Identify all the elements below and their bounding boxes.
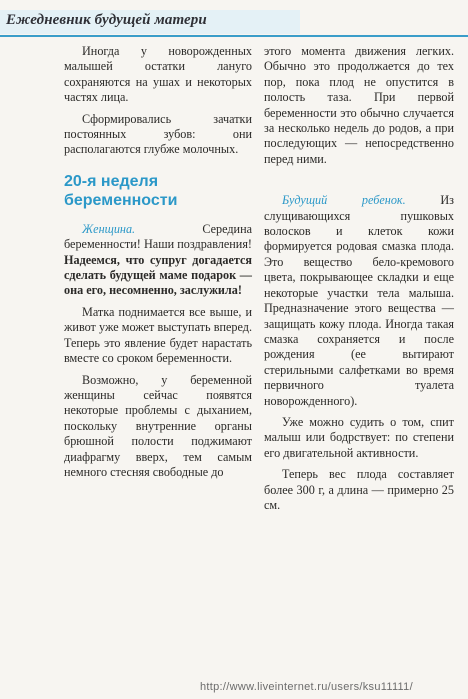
left-column [64,44,252,480]
woman-lead: Женщина. [82,221,136,236]
paragraph: Уже можно судить о том, спит малыш или бодрствует: по степени его двигательной активности. [264,414,454,460]
section-heading: 20-я неделя беременности [64,172,178,209]
woman-bold-text: Надеемся, что супруг догадается сделать будущей маме подарок — она его, несомненно, заслужила! [64,252,252,298]
page-header [0,0,468,38]
child-text: Из слущивающихся пушковых волосков и клеток кожи формируется родовая смазка плода. Это вещество бело-кремового цвета, покрывающее складки и еще некоторые участки тела малыша. Предназначение этого вещества — защищать кожу плода. Иногда такая смазка сохраняется и после рождения (ее вытирают стерильными салфетками во время первичного туалета новорожденного). [264,193,454,408]
paragraph: Сформировались зачатки постоянных зубов: они располагаются глубже молочных. [64,111,252,157]
child-lead: Будущий ребенок. [282,193,406,208]
header-rule [0,35,468,37]
child-paragraph [264,193,454,409]
watermark-url: http://www.liveinternet.ru/users/ksu11111/ [200,681,413,693]
paragraph: Возможно, у беременной женщины сейчас появятся некоторые проблемы с дыханием, поскольку внутренние органы брюшной полости поджимают диафрагму вверх, тем самым немного стесняя свободные до [64,372,252,479]
paragraph: Теперь вес плода составляет более 300 г, а длина — примерно 25 см. [264,467,454,512]
woman-text: Середина беременности! Наши поздравления! [64,221,252,252]
right-column [264,44,454,513]
paragraph-continuation: этого момента движения легких. Обычно это продолжается до тех пор, пока плод не опустится в полость таза. При первой беременности это обычно случается за несколько недель до родов, а при последующих — непосредственно перед ними. [264,44,454,166]
woman-paragraph [64,222,252,299]
running-title: Ежедневник будущей матери [6,12,207,28]
paragraph: Матка поднимается все выше, и живот уже может выступать вперед. Теперь это явление будет нарастать вместе со сроком беременности. [64,304,252,366]
paragraph: Иногда у новорожденных малышей остатки лануго сохраняются на ушах и некоторых частях лица. [64,44,252,105]
